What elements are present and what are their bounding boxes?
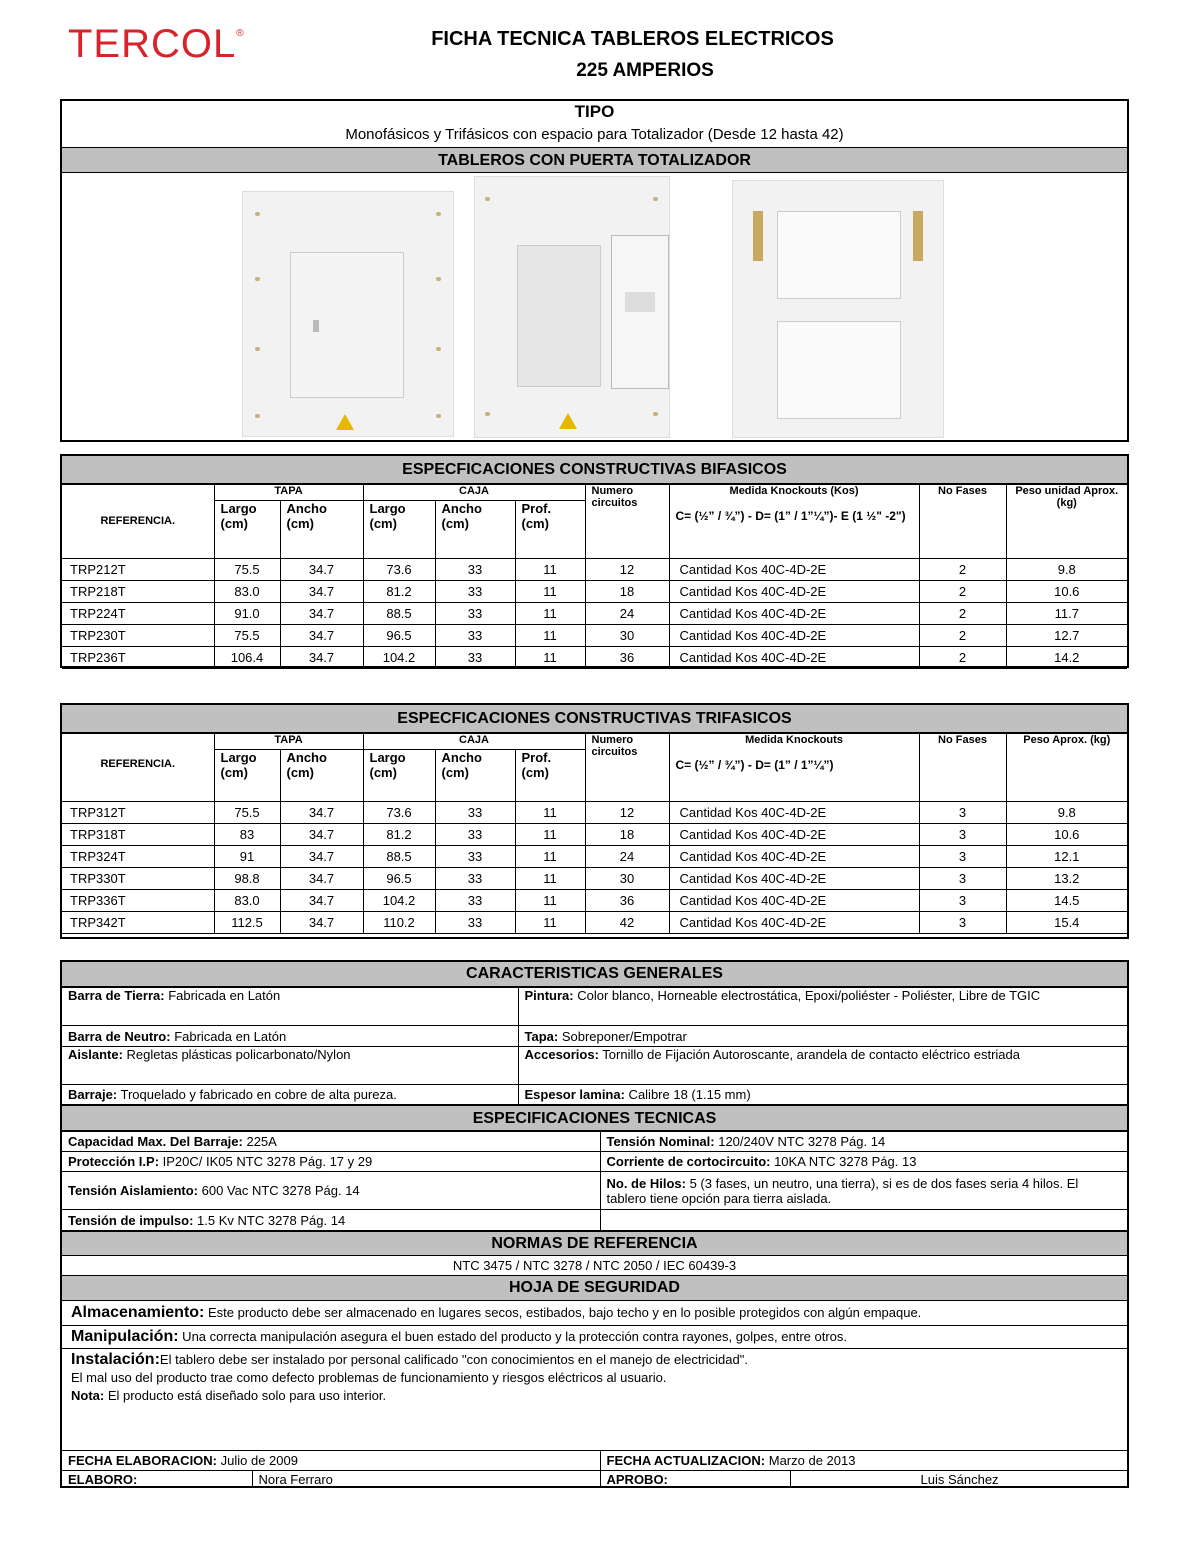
cell-p: 11 [515, 559, 585, 581]
cell-ref: TRP236T [62, 647, 214, 669]
cell-ta: 34.7 [280, 603, 363, 625]
cell-f: 3 [919, 890, 1006, 912]
cell-ca: 33 [435, 868, 515, 890]
cell-tl: 83.0 [214, 581, 280, 603]
document-title: FICHA TECNICA TABLEROS ELECTRICOS [431, 28, 834, 50]
table-row [62, 625, 1127, 647]
table-row [62, 912, 1127, 934]
table-row [62, 890, 1127, 912]
tipo-section [60, 99, 1129, 442]
document-subtitle: 225 AMPERIOS [576, 60, 714, 81]
cell-p: 11 [515, 581, 585, 603]
cell-w: 10.6 [1006, 581, 1127, 603]
cell-p: 11 [515, 846, 585, 868]
tercol-logo: TERCOL® [68, 22, 245, 66]
cell-ca: 33 [435, 559, 515, 581]
barra-tierra: Barra de Tierra: Fabricada en Latón [62, 988, 518, 1026]
closed-panel-image [242, 191, 454, 437]
col-caja: CAJA [363, 485, 585, 501]
cell-n: 24 [585, 846, 669, 868]
cell-cl: 81.2 [363, 581, 435, 603]
aprobo-name: Luis Sánchez [790, 1470, 1127, 1488]
cell-ca: 33 [435, 802, 515, 824]
cell-f: 3 [919, 824, 1006, 846]
tension-aislamiento: Tensión Aislamiento: 600 Vac NTC 3278 Pág. 14 [62, 1172, 600, 1210]
cell-k: Cantidad Kos 40C-4D-2E [669, 824, 919, 846]
col-tapa: TAPA [214, 734, 363, 750]
cell-p: 11 [515, 603, 585, 625]
pintura: Pintura: Color blanco, Horneable electrostática, Epoxi/poliéster - Poliéster, Libre de TGIC [518, 988, 1127, 1026]
cell-ca: 33 [435, 581, 515, 603]
interior-panel-image [732, 180, 944, 438]
cell-ta: 34.7 [280, 890, 363, 912]
cell-tl: 83.0 [214, 890, 280, 912]
cell-ca: 33 [435, 890, 515, 912]
cell-tl: 75.5 [214, 625, 280, 647]
instalacion: Instalación:El tablero debe ser instalado por personal calificado "con conocimientos en el manejo de electricidad". El mal uso del producto trae como defecto problemas de funcionamiento y riesgos eléctricos al usuario. Nota: El producto está diseñado solo para uso interior. [62, 1349, 1127, 1451]
cell-ta: 34.7 [280, 846, 363, 868]
cell-ref: TRP318T [62, 824, 214, 846]
col-tapa-largo: Largo (cm) [214, 750, 280, 802]
cell-p: 11 [515, 890, 585, 912]
table-row [62, 647, 1127, 669]
cell-cl: 104.2 [363, 890, 435, 912]
empty-cell [600, 1210, 1127, 1231]
col-caja-prof: Prof. (cm) [515, 501, 585, 559]
cell-tl: 75.5 [214, 802, 280, 824]
cell-f: 2 [919, 559, 1006, 581]
cell-f: 2 [919, 625, 1006, 647]
cell-k: Cantidad Kos 40C-4D-2E [669, 647, 919, 669]
table-row [62, 581, 1127, 603]
tipo-description: Monofásicos y Trifásicos con espacio para Totalizador (Desde 12 hasta 42) [345, 126, 844, 143]
cell-k: Cantidad Kos 40C-4D-2E [669, 890, 919, 912]
cell-w: 13.2 [1006, 868, 1127, 890]
numero-hilos: No. de Hilos: 5 (3 fases, un neutro, una tierra), si es de dos fases seria 4 hilos. El tablero tiene opción para tierra aislada. [600, 1172, 1127, 1210]
col-fases: No Fases [919, 485, 1006, 559]
cell-n: 18 [585, 581, 669, 603]
cell-k: Cantidad Kos 40C-4D-2E [669, 868, 919, 890]
aislante: Aislante: Regletas plásticas policarbonato/Nylon [62, 1047, 518, 1085]
proteccion-ip: Protección I.P: IP20C/ IK05 NTC 3278 Pág. 17 y 29 [62, 1152, 600, 1172]
barra-neutro: Barra de Neutro: Fabricada en Latón [62, 1026, 518, 1047]
tension-nominal: Tensión Nominal: 120/240V NTC 3278 Pág. 14 [600, 1132, 1127, 1152]
warning-icon [336, 414, 354, 430]
cell-n: 30 [585, 625, 669, 647]
cell-cl: 96.5 [363, 868, 435, 890]
elaboro-name: Nora Ferraro [252, 1470, 600, 1488]
cell-ref: TRP224T [62, 603, 214, 625]
cell-w: 12.1 [1006, 846, 1127, 868]
tecnicas-table [62, 1131, 1127, 1231]
cell-cl: 73.6 [363, 559, 435, 581]
tapa: Tapa: Sobreponer/Empotrar [518, 1026, 1127, 1047]
cell-cl: 88.5 [363, 846, 435, 868]
cell-p: 11 [515, 802, 585, 824]
col-caja-largo: Largo (cm) [363, 750, 435, 802]
cell-k: Cantidad Kos 40C-4D-2E [669, 846, 919, 868]
barraje: Barraje: Troquelado y fabricado en cobre de alta pureza. [62, 1085, 518, 1105]
warning-icon [559, 413, 577, 429]
cell-cl: 110.2 [363, 912, 435, 934]
cell-cl: 88.5 [363, 603, 435, 625]
bifasicos-section [60, 454, 1129, 668]
cell-f: 2 [919, 647, 1006, 669]
cell-p: 11 [515, 912, 585, 934]
cell-tl: 91 [214, 846, 280, 868]
table-row [62, 868, 1127, 890]
cell-p: 11 [515, 625, 585, 647]
table-row [62, 846, 1127, 868]
table-row [62, 802, 1127, 824]
cell-cl: 73.6 [363, 802, 435, 824]
normas-text: NTC 3475 / NTC 3278 / NTC 2050 / IEC 60439-3 [62, 1256, 1127, 1276]
cell-ref: TRP230T [62, 625, 214, 647]
cell-ref: TRP342T [62, 912, 214, 934]
cell-ca: 33 [435, 647, 515, 669]
cell-n: 36 [585, 647, 669, 669]
cell-w: 9.8 [1006, 802, 1127, 824]
cell-ta: 34.7 [280, 868, 363, 890]
seguridad-title: HOJA DE SEGURIDAD [62, 1276, 1127, 1301]
bifasicos-title: ESPECFICACIONES CONSTRUCTIVAS BIFASICOS [62, 456, 1127, 484]
general-section [60, 960, 1129, 1488]
cell-ta: 34.7 [280, 647, 363, 669]
cell-w: 15.4 [1006, 912, 1127, 934]
cell-ref: TRP324T [62, 846, 214, 868]
cell-tl: 98.8 [214, 868, 280, 890]
open-panel-image [474, 176, 670, 438]
cell-n: 24 [585, 603, 669, 625]
cell-n: 12 [585, 802, 669, 824]
cell-ca: 33 [435, 824, 515, 846]
cell-tl: 75.5 [214, 559, 280, 581]
cell-tl: 91.0 [214, 603, 280, 625]
col-peso: Peso Aprox. (kg) [1006, 734, 1127, 802]
col-tapa: TAPA [214, 485, 363, 501]
cell-k: Cantidad Kos 40C-4D-2E [669, 625, 919, 647]
cell-f: 3 [919, 802, 1006, 824]
generales-table [62, 987, 1127, 1105]
col-numero-circuitos: Numero circuitos [585, 734, 669, 802]
table-row [62, 559, 1127, 581]
cell-ta: 34.7 [280, 625, 363, 647]
cell-k: Cantidad Kos 40C-4D-2E [669, 802, 919, 824]
cell-w: 12.7 [1006, 625, 1127, 647]
col-caja-largo: Largo (cm) [363, 501, 435, 559]
col-tapa-ancho: Ancho (cm) [280, 750, 363, 802]
tension-impulso: Tensión de impulso: 1.5 Kv NTC 3278 Pág. 14 [62, 1210, 600, 1231]
cell-f: 3 [919, 912, 1006, 934]
col-referencia: REFERENCIA. [62, 734, 214, 802]
trifasicos-title: ESPECFICACIONES CONSTRUCTIVAS TRIFASICOS [62, 705, 1127, 733]
col-numero-circuitos: Numero circuitos [585, 485, 669, 559]
cell-n: 30 [585, 868, 669, 890]
col-knockouts: Medida Knockouts (Kos) C= (½” / ¾”) - D= (1” / 1”¼”)- E (1 ½" -2") [669, 485, 919, 559]
generales-title: CARACTERISTICAS GENERALES [62, 962, 1127, 987]
col-tapa-largo: Largo (cm) [214, 501, 280, 559]
col-caja-ancho: Ancho (cm) [435, 501, 515, 559]
cell-ref: TRP212T [62, 559, 214, 581]
cell-tl: 112.5 [214, 912, 280, 934]
cell-ca: 33 [435, 912, 515, 934]
cell-n: 18 [585, 824, 669, 846]
cell-ta: 34.7 [280, 559, 363, 581]
cell-cl: 96.5 [363, 625, 435, 647]
cell-n: 36 [585, 890, 669, 912]
cell-k: Cantidad Kos 40C-4D-2E [669, 603, 919, 625]
cell-ta: 34.7 [280, 802, 363, 824]
col-caja-prof: Prof. (cm) [515, 750, 585, 802]
cell-ca: 33 [435, 846, 515, 868]
col-peso: Peso unidad Aprox. (kg) [1006, 485, 1127, 559]
col-caja-ancho: Ancho (cm) [435, 750, 515, 802]
cell-w: 14.5 [1006, 890, 1127, 912]
cell-w: 10.6 [1006, 824, 1127, 846]
corriente-cortocircuito: Corriente de cortocircuito: 10KA NTC 3278 Pág. 13 [600, 1152, 1127, 1172]
cell-tl: 83 [214, 824, 280, 846]
fecha-elaboracion: FECHA ELABORACION: Julio de 2009 [62, 1451, 600, 1470]
manipulacion: Manipulación: Una correcta manipulación asegura el buen estado del producto y la protección contra rayones, golpes, entre otros. [62, 1326, 1127, 1349]
normas-title: NORMAS DE REFERENCIA [62, 1231, 1127, 1256]
cell-cl: 104.2 [363, 647, 435, 669]
cell-p: 11 [515, 824, 585, 846]
capacidad-barraje: Capacidad Max. Del Barraje: 225A [62, 1132, 600, 1152]
col-caja: CAJA [363, 734, 585, 750]
cell-f: 2 [919, 581, 1006, 603]
elaboro-label: ELABORO: [62, 1470, 252, 1488]
fecha-actualizacion: FECHA ACTUALIZACION: Marzo de 2013 [600, 1451, 1127, 1470]
almacenamiento: Almacenamiento: Este producto debe ser almacenado en lugares secos, estibados, bajo techo y en lo posible protegidos con algún empaque. [62, 1301, 1127, 1326]
bifasicos-table [62, 484, 1127, 669]
cell-ta: 34.7 [280, 581, 363, 603]
table-row [62, 824, 1127, 846]
cell-ref: TRP218T [62, 581, 214, 603]
cell-f: 3 [919, 846, 1006, 868]
tipo-heading: TIPO [574, 102, 615, 121]
cell-ta: 34.7 [280, 912, 363, 934]
cell-k: Cantidad Kos 40C-4D-2E [669, 912, 919, 934]
cell-ref: TRP336T [62, 890, 214, 912]
tipo-bar: TABLEROS CON PUERTA TOTALIZADOR [62, 147, 1127, 173]
cell-cl: 81.2 [363, 824, 435, 846]
cell-ref: TRP330T [62, 868, 214, 890]
cell-w: 14.2 [1006, 647, 1127, 669]
aprobo-label: APROBO: [600, 1470, 790, 1488]
cell-w: 9.8 [1006, 559, 1127, 581]
cell-k: Cantidad Kos 40C-4D-2E [669, 581, 919, 603]
cell-p: 11 [515, 868, 585, 890]
cell-w: 11.7 [1006, 603, 1127, 625]
footer-table [62, 1451, 1127, 1488]
espesor-lamina: Espesor lamina: Calibre 18 (1.15 mm) [518, 1085, 1127, 1105]
cell-n: 42 [585, 912, 669, 934]
cell-ca: 33 [435, 625, 515, 647]
col-tapa-ancho: Ancho (cm) [280, 501, 363, 559]
cell-n: 12 [585, 559, 669, 581]
cell-ref: TRP312T [62, 802, 214, 824]
col-knockouts: Medida Knockouts C= (½” / ¾”) - D= (1” / 1”¼”) [669, 734, 919, 802]
cell-ca: 33 [435, 603, 515, 625]
cell-f: 2 [919, 603, 1006, 625]
trifasicos-section [60, 703, 1129, 939]
cell-f: 3 [919, 868, 1006, 890]
accesorios: Accesorios: Tornillo de Fijación Autoroscante, arandela de contacto eléctrico estriada [518, 1047, 1127, 1085]
cell-tl: 106.4 [214, 647, 280, 669]
cell-k: Cantidad Kos 40C-4D-2E [669, 559, 919, 581]
trifasicos-table [62, 733, 1127, 934]
cell-p: 11 [515, 647, 585, 669]
cell-ta: 34.7 [280, 824, 363, 846]
col-fases: No Fases [919, 734, 1006, 802]
tecnicas-title: ESPECIFICACIONES TECNICAS [62, 1105, 1127, 1131]
table-row [62, 603, 1127, 625]
col-referencia: REFERENCIA. [62, 485, 214, 559]
